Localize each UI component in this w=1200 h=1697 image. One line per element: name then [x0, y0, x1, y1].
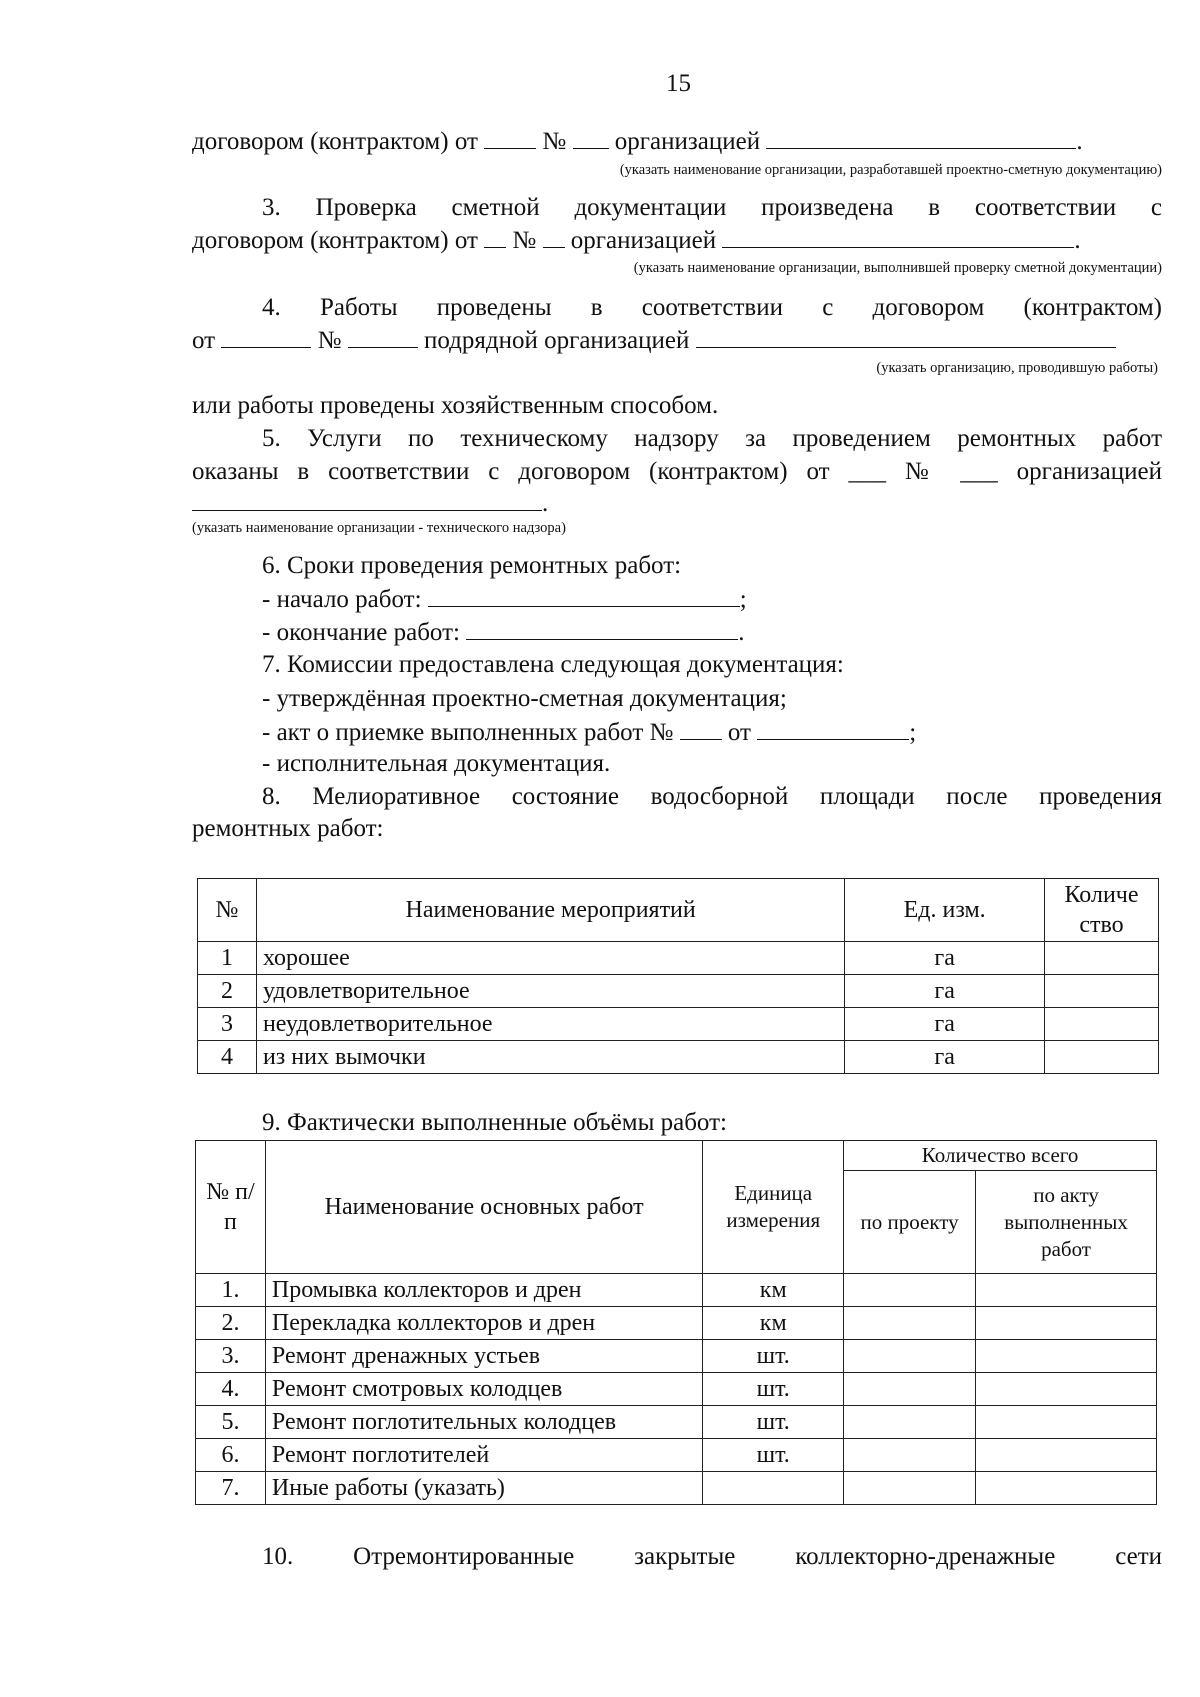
p5-line2: оказаны в соответствии с договором (контрактом) от ___ № ___ организацией [192, 458, 1162, 485]
col-header-number: № [198, 879, 257, 942]
row-name: удовлетворительное [256, 975, 844, 1008]
row-unit [703, 1472, 844, 1505]
p8-line1: 8. Мелиоративное состояние водосборной площади после проведения [262, 783, 1162, 810]
row-name: Ремонт смотровых колодцев [265, 1373, 702, 1406]
p7-item1: - утверждённая проектно-сметная документация; [262, 685, 787, 712]
table-row [198, 942, 1159, 975]
row-act-qty [976, 1373, 1157, 1406]
table-row [196, 1472, 1157, 1505]
row-number: 6. [196, 1439, 266, 1472]
row-unit: шт. [703, 1340, 844, 1373]
p8-line2: ремонтных работ: [192, 815, 384, 842]
row-project-qty [844, 1274, 976, 1307]
p2-note: (указать наименование организации, разработавшей проектно-сметную документацию) [619, 162, 1162, 178]
p10-line1: 10. Отремонтированные закрытые коллекторно-дренажные сети [262, 1543, 1162, 1570]
col-header-project: по проекту [844, 1171, 976, 1274]
row-number: 1. [196, 1274, 266, 1307]
p2-line: договором (контрактом) от № организацией . [192, 128, 1083, 155]
row-name: неудовлетворительное [256, 1008, 844, 1041]
row-unit: шт. [703, 1373, 844, 1406]
row-project-qty [844, 1472, 976, 1505]
table-row [196, 1406, 1157, 1439]
row-unit: га [845, 942, 1045, 975]
row-quantity [1045, 1008, 1159, 1041]
row-quantity [1045, 942, 1159, 975]
table-row [196, 1373, 1157, 1406]
row-name: Перекладка коллекторов и дрен [265, 1307, 702, 1340]
table-row [198, 1041, 1159, 1074]
row-act-qty [976, 1406, 1157, 1439]
table-row [196, 1307, 1157, 1340]
row-name: из них вымочки [256, 1041, 844, 1074]
p3-note: (указать наименование организации, выполнившей проверку сметной документации) [633, 260, 1162, 276]
p4-line3: или работы проведены хозяйственным способом. [192, 392, 719, 419]
table-row [196, 1274, 1157, 1307]
row-name: Ремонт поглотительных колодцев [265, 1406, 702, 1439]
row-act-qty [976, 1274, 1157, 1307]
p3-line2: договором (контрактом) от № организацией . [192, 227, 1081, 254]
row-project-qty [844, 1406, 976, 1439]
p5-note: (указать наименование организации - технического надзора) [192, 520, 566, 536]
p4-line1: 4. Работы проведены в соответствии с договором (контрактом) [262, 294, 1162, 321]
row-unit: га [845, 975, 1045, 1008]
row-unit: км [703, 1307, 844, 1340]
row-project-qty [844, 1307, 976, 1340]
row-number: 3. [196, 1340, 266, 1373]
row-quantity [1045, 975, 1159, 1008]
col-header-name: Наименование основных работ [265, 1141, 702, 1274]
row-project-qty [844, 1340, 976, 1373]
row-number: 4 [198, 1041, 257, 1074]
p7-item2: - акт о приемке выполненных работ № от ; [262, 719, 917, 746]
table-row [196, 1439, 1157, 1472]
p6-finish: - окончание работ: . [262, 619, 745, 646]
p5-line1: 5. Услуги по техническому надзору за проведением ремонтных работ [262, 425, 1162, 452]
row-unit: шт. [703, 1439, 844, 1472]
p7-title: 7. Комиссии предоставлена следующая документация: [262, 651, 844, 678]
row-number: 7. [196, 1472, 266, 1505]
p5-line3: . [192, 488, 1162, 519]
row-act-qty [976, 1340, 1157, 1373]
row-number: 5. [196, 1406, 266, 1439]
row-name: Иные работы (указать) [265, 1472, 702, 1505]
melioration-state-table [197, 878, 1159, 1074]
row-number: 4. [196, 1373, 266, 1406]
table-row [196, 1340, 1157, 1373]
row-act-qty [976, 1307, 1157, 1340]
p6-start: - начало работ: ; [262, 586, 747, 613]
page-number: 15 [666, 70, 691, 97]
col-header-act: по акту выполненных работ [976, 1171, 1157, 1274]
col-header-name: Наименование мероприятий [256, 879, 844, 942]
row-number: 1 [198, 942, 257, 975]
p3-line1: 3. Проверка сметной документации произведена в соответствии с [262, 194, 1162, 221]
p4-line2: от № подрядной организацией [192, 325, 1162, 356]
row-project-qty [844, 1373, 976, 1406]
row-unit: км [703, 1274, 844, 1307]
row-name: Промывка коллекторов и дрен [265, 1274, 702, 1307]
row-number: 3 [198, 1008, 257, 1041]
row-quantity [1045, 1041, 1159, 1074]
col-header-unit: Ед. изм. [845, 879, 1045, 942]
row-name: Ремонт дренажных устьев [265, 1340, 702, 1373]
work-volumes-table [195, 1140, 1157, 1505]
col-header-quantity: Количе ство [1045, 879, 1159, 942]
p6-title: 6. Сроки проведения ремонтных работ: [262, 552, 682, 579]
p4-note: (указать организацию, проводившую работы) [876, 360, 1158, 376]
col-header-total: Количество всего [844, 1141, 1157, 1171]
col-header-unit: Единица измерения [703, 1141, 844, 1274]
table-row [198, 1008, 1159, 1041]
col-header-number: № п/п [196, 1141, 266, 1274]
row-project-qty [844, 1439, 976, 1472]
p7-item3: - исполнительная документация. [262, 750, 611, 777]
row-number: 2 [198, 975, 257, 1008]
row-name: Ремонт поглотителей [265, 1439, 702, 1472]
row-unit: га [845, 1041, 1045, 1074]
table-row [198, 975, 1159, 1008]
row-unit: шт. [703, 1406, 844, 1439]
row-number: 2. [196, 1307, 266, 1340]
row-name: хорошее [256, 942, 844, 975]
row-unit: га [845, 1008, 1045, 1041]
row-act-qty [976, 1439, 1157, 1472]
row-act-qty [976, 1472, 1157, 1505]
p9-title: 9. Фактически выполненные объёмы работ: [262, 1109, 727, 1136]
